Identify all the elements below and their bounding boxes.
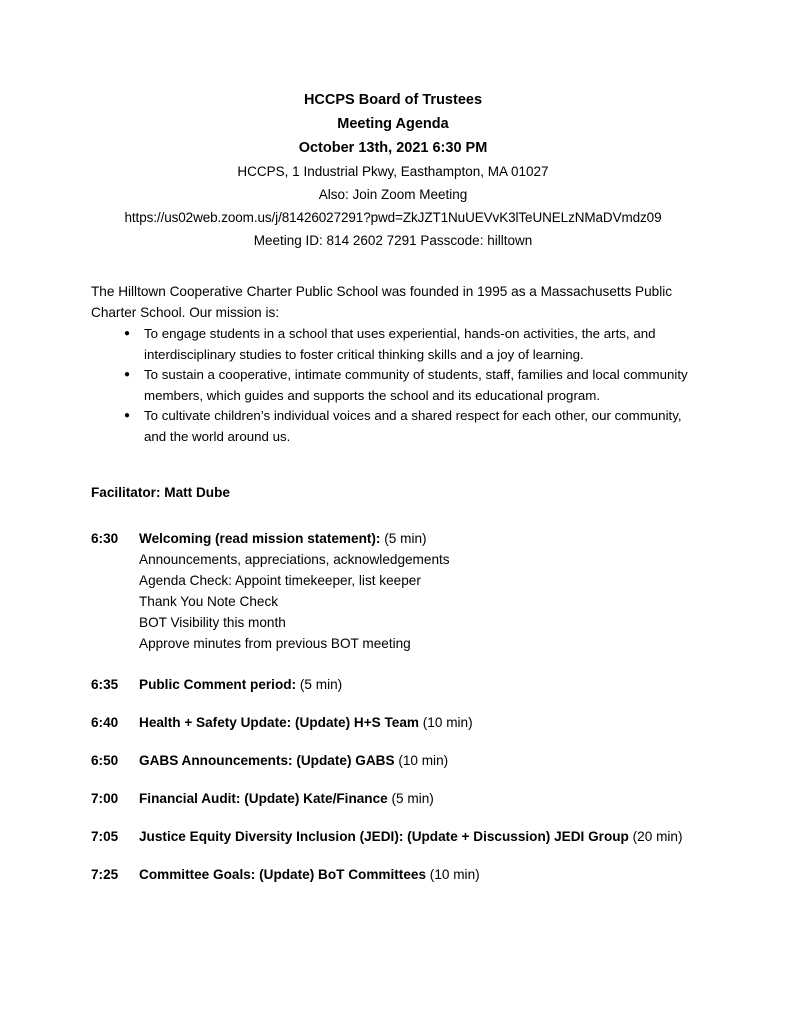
document-header <box>91 88 695 252</box>
agenda-item <box>91 826 695 847</box>
list-item: ● To sustain a cooperative, intimate community of students, staff, families and local community members, which guides and supports the school and its educational program. <box>144 365 695 406</box>
meeting-id-passcode: Meeting ID: 814 2602 7291 Passcode: hilltown <box>253 233 533 248</box>
agenda-item-duration: (5 min) <box>384 531 427 546</box>
agenda-item <box>91 750 695 771</box>
agenda-subline: Agenda Check: Appoint timekeeper, list keeper <box>139 573 421 588</box>
agenda-subline: Thank You Note Check <box>139 594 279 609</box>
agenda-item <box>91 674 695 695</box>
facilitator-line: Facilitator: Matt Dube <box>91 485 230 500</box>
agenda-item-time: 7:05 <box>91 829 119 844</box>
agenda-item-body <box>139 750 695 771</box>
agenda-item-time: 6:40 <box>91 715 119 730</box>
agenda-item <box>91 712 695 733</box>
agenda-subline: Announcements, appreciations, acknowledgements <box>139 552 450 567</box>
agenda-item-title: Health + Safety Update: (Update) H+S Team <box>139 715 419 730</box>
agenda-item-duration: (20 min) <box>632 829 683 844</box>
agenda-item-body <box>139 864 695 885</box>
list-item: ● To engage students in a school that uses experiential, hands-on activities, the arts, and interdisciplinary studies to foster critical thinking skills and a joy of learning. <box>144 324 695 365</box>
mission-intro: The Hilltown Cooperative Charter Public School was founded in 1995 as a Massachusetts Public Charter School. Our mission is: <box>91 284 673 320</box>
agenda-item-duration: (10 min) <box>422 715 473 730</box>
mission-bullet-list <box>91 324 695 447</box>
meeting-datetime: October 13th, 2021 6:30 PM <box>298 140 488 156</box>
agenda-item-body <box>139 712 695 733</box>
agenda-item-body <box>139 826 695 847</box>
agenda-item-title: Welcoming (read mission statement): <box>139 531 381 546</box>
agenda-item-title: Public Comment period: <box>139 677 297 692</box>
agenda-item-duration: (5 min) <box>299 677 343 692</box>
meeting-address: HCCPS, 1 Industrial Pkwy, Easthampton, MA 01027 <box>237 164 549 179</box>
agenda-item <box>91 864 695 885</box>
agenda-item-time: 7:00 <box>91 791 119 806</box>
agenda-item-title: Financial Audit: (Update) Kate/Finance <box>139 791 388 806</box>
agenda-item <box>91 528 695 654</box>
agenda-item-duration: (5 min) <box>391 791 434 806</box>
organization-title: HCCPS Board of Trustees <box>303 92 483 108</box>
agenda-item-body <box>139 788 695 809</box>
zoom-meeting-link[interactable]: https://us02web.zoom.us/j/81426027291?pwd=ZkJZT1NuUEVvK3lTeUNELzNMaDVmdz09 <box>124 210 662 225</box>
agenda-item-body <box>139 674 695 695</box>
agenda-item-time: 6:50 <box>91 753 119 768</box>
mission-section <box>91 281 695 447</box>
agenda-item-duration: (10 min) <box>429 867 480 882</box>
agenda-item-time: 6:35 <box>91 677 119 692</box>
agenda-list <box>91 528 695 885</box>
join-zoom-label: Also: Join Zoom Meeting <box>318 187 468 202</box>
list-item: ● To cultivate children’s individual voices and a shared respect for each other, our community, and the world around us. <box>144 406 695 447</box>
agenda-item-title: GABS Announcements: (Update) GABS <box>139 753 395 768</box>
agenda-item <box>91 788 695 809</box>
agenda-subline: Approve minutes from previous BOT meeting <box>139 636 411 651</box>
document-type-title: Meeting Agenda <box>337 116 449 132</box>
agenda-item-time: 7:25 <box>91 867 119 882</box>
agenda-subline: BOT Visibility this month <box>139 615 286 630</box>
agenda-item-title: Justice Equity Diversity Inclusion (JEDI): (Update + Discussion) JEDI Group <box>139 829 629 844</box>
agenda-item-time: 6:30 <box>91 531 119 546</box>
agenda-item-duration: (10 min) <box>398 753 449 768</box>
agenda-item-title: Committee Goals: (Update) BoT Committees <box>139 867 427 882</box>
agenda-item-body <box>139 528 695 654</box>
